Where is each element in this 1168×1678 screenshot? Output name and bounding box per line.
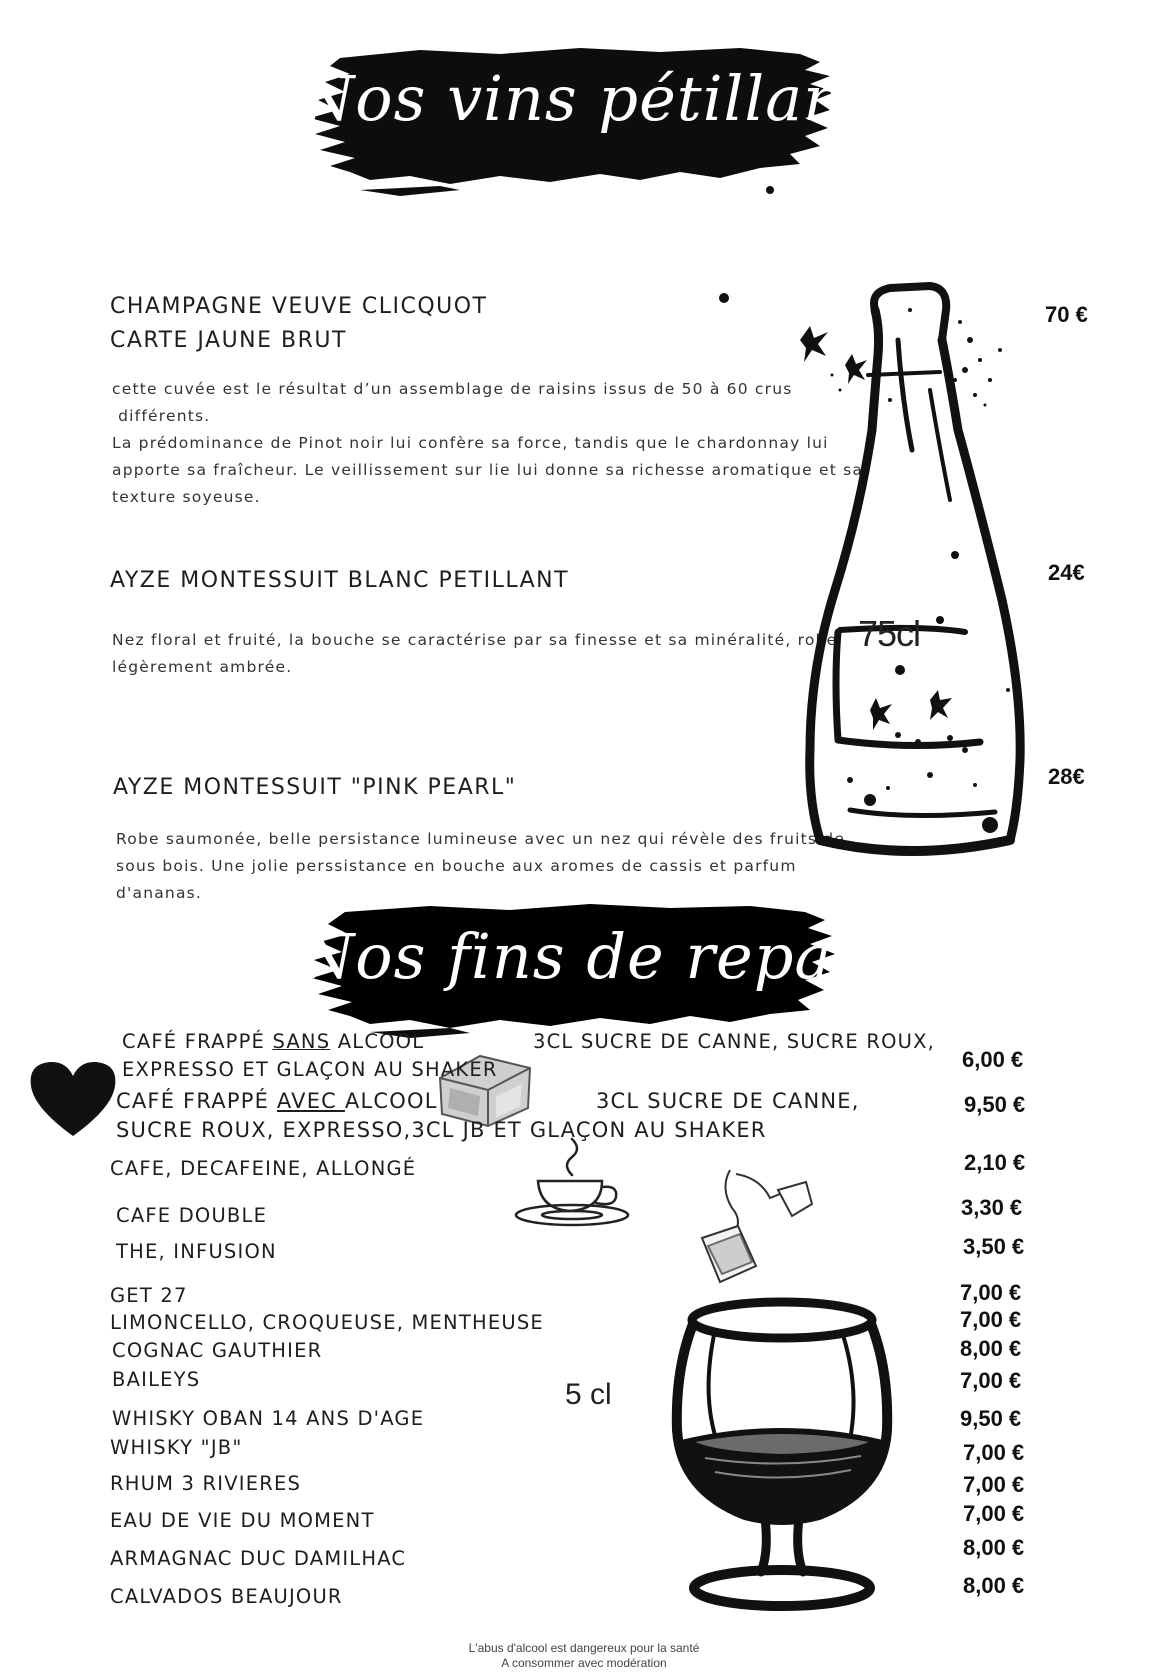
menu-item-cafe: CAFE, DECAFEINE, ALLONGÉ <box>110 1157 417 1180</box>
bottle-volume-label: 75cl <box>858 613 921 654</box>
menu-item-calvados: CALVADOS BEAUJOUR <box>110 1585 343 1608</box>
section-title-dessert: Nos fins de repas <box>300 920 866 993</box>
wine-name-pink-pearl: AYZE MONTESSUIT "PINK PEARL" <box>113 775 517 800</box>
menu-item-cafe-double: CAFE DOUBLE <box>116 1204 268 1227</box>
price-the-infusion: 3,50 € <box>963 1234 1025 1259</box>
brandy-glass-icon <box>665 1290 900 1620</box>
menu-item-baileys: BAILEYS <box>112 1368 201 1391</box>
wine-desc-veuve-clicquot: cette cuvée est le résultat d’un assemblage de raisins issus de 50 à 60 crus différents. La prédominance de Pinot noir lui confère sa force, tandis que le chardonnay lui apporte sa fraîcheur. Le veillissement sur lie lui donne sa richesse aromatique et sa texture soyeuse. <box>112 380 864 506</box>
price-cognac: 8,00 € <box>960 1336 1022 1361</box>
champagne-bottle-icon <box>780 280 1040 880</box>
coffee-cup-icon <box>510 1135 635 1230</box>
menu-item-cafe-frappe-sans-line2: EXPRESSO ET GLAÇON AU SHAKER <box>122 1058 498 1081</box>
menu-item-rhum: RHUM 3 RIVIERES <box>110 1472 302 1495</box>
price-whisky-jb: 7,00 € <box>963 1440 1025 1465</box>
section-title-sparkling: Nos vins pétillants <box>300 62 903 135</box>
wine-name-ayze-blanc: AYZE MONTESSUIT BLANC PETILLANT <box>110 568 570 593</box>
menu-item-the-infusion: THE, INFUSION <box>116 1240 277 1263</box>
price-limoncello: 7,00 € <box>960 1307 1022 1332</box>
menu-item-armagnac: ARMAGNAC DUC DAMILHAC <box>110 1547 407 1570</box>
menu-item-cafe-frappe-sans-detail: 3CL SUCRE DE CANNE, SUCRE ROUX, <box>533 1030 936 1053</box>
menu-item-get27: GET 27 <box>110 1284 188 1307</box>
menu-item-whisky-jb: WHISKY "JB" <box>110 1436 243 1459</box>
menu-item-cafe-frappe-sans: CAFÉ FRAPPÉ SANS ALCOOL <box>122 1030 425 1053</box>
menu-item-cafe-frappe-avec-detail: 3CL SUCRE DE CANNE, <box>596 1089 860 1113</box>
heart-icon <box>28 1058 118 1138</box>
price-cafe-frappe-sans: 6,00 € <box>962 1047 1024 1072</box>
price-whisky-oban: 9,50 € <box>960 1406 1022 1431</box>
price-eau-de-vie: 7,00 € <box>963 1501 1025 1526</box>
price-cafe-frappe-avec: 9,50 € <box>964 1092 1026 1117</box>
digestif-volume-label: 5 cl <box>565 1378 612 1411</box>
price-pink-pearl: 28€ <box>1048 764 1085 789</box>
menu-item-limoncello: LIMONCELLO, CROQUEUSE, MENTHEUSE <box>110 1311 544 1334</box>
menu-item-eau-de-vie: EAU DE VIE DU MOMENT <box>110 1509 375 1532</box>
price-armagnac: 8,00 € <box>963 1535 1025 1560</box>
wine-desc-pink-pearl: Robe saumonée, belle persistance lumineuse avec un nez qui révèle des fruits de sous bois. Une jolie perssistance en bouche aux aromes de cassis et parfum d'ananas. <box>116 830 846 902</box>
tea-bag-icon <box>690 1168 820 1298</box>
menu-item-cafe-frappe-avec: CAFÉ FRAPPÉ AVEC ALCOOL <box>116 1089 438 1113</box>
price-calvados: 8,00 € <box>963 1573 1025 1598</box>
wine-desc-ayze-blanc: Nez floral et fruité, la bouche se caractérise par sa finesse et sa minéralité, robe légèrement ambrée. <box>112 631 838 676</box>
footer-warning: L'abus d'alcool est dangereux pour la santé A consommer avec modération <box>468 1641 700 1670</box>
price-ayze-blanc: 24€ <box>1048 560 1085 585</box>
price-cafe: 2,10 € <box>964 1150 1026 1175</box>
menu-item-cognac: COGNAC GAUTHIER <box>112 1339 323 1362</box>
price-get27: 7,00 € <box>960 1280 1022 1305</box>
price-cafe-double: 3,30 € <box>961 1195 1023 1220</box>
menu-item-cafe-frappe-avec-line2: SUCRE ROUX, EXPRESSO,3CL JB ET GLAÇON AU SHAKER <box>116 1118 767 1142</box>
price-baileys: 7,00 € <box>960 1368 1022 1393</box>
price-veuve-clicquot: 70 € <box>1045 302 1088 327</box>
decorative-dot <box>718 292 730 304</box>
menu-item-whisky-oban: WHISKY OBAN 14 ANS D'AGE <box>112 1407 425 1430</box>
wine-name-veuve-clicquot: CHAMPAGNE VEUVE CLICQUOT CARTE JAUNE BRUT <box>110 294 488 353</box>
price-rhum: 7,00 € <box>963 1472 1025 1497</box>
